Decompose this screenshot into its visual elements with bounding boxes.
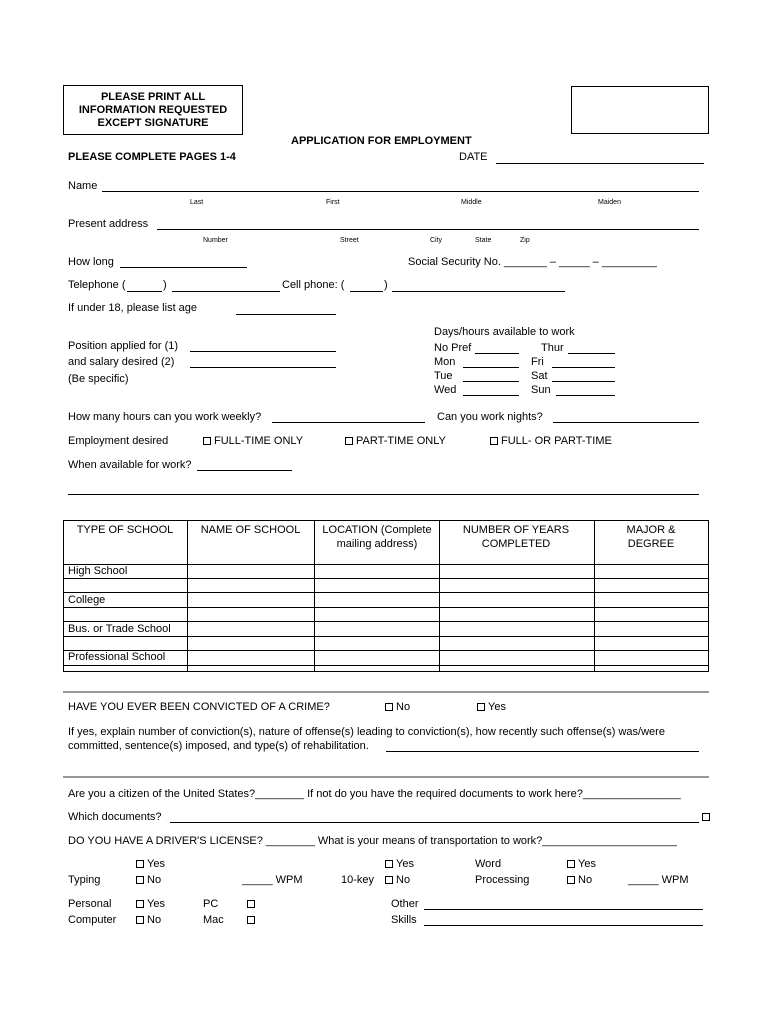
row-high-school: High School	[68, 565, 128, 577]
day-mon-field[interactable]	[463, 367, 519, 368]
address-field[interactable]	[157, 229, 699, 230]
checkbox-icon[interactable]	[136, 900, 144, 908]
other-skills-field-1[interactable]	[424, 909, 703, 910]
day-tue-field[interactable]	[463, 381, 519, 382]
ssn-label[interactable]: Social Security No. _______ – _____ – _________	[408, 256, 657, 268]
day-fri-field[interactable]	[552, 367, 615, 368]
under18-label: If under 18, please list age	[68, 302, 198, 314]
cell-area-field[interactable]	[350, 291, 383, 292]
crime-yes-label: Yes	[488, 701, 506, 713]
other-skills-label-2: Skills	[391, 914, 417, 926]
tenkey-no-option[interactable]	[385, 874, 410, 887]
telephone-label: Telephone (	[68, 279, 126, 291]
nights-label: Can you work nights?	[437, 411, 543, 423]
print-notice-line-1: PLEASE PRINT ALL	[100, 91, 206, 103]
wp-no-option[interactable]	[567, 874, 592, 887]
cell-phone-label: Cell phone: (	[282, 279, 345, 291]
checkbox-icon[interactable]	[477, 703, 485, 711]
typing-wpm-field[interactable]: _____ WPM	[242, 874, 303, 886]
checkbox-icon[interactable]	[385, 876, 393, 884]
wp-no-label: No	[578, 874, 593, 886]
which-documents-label: Which documents?	[68, 811, 162, 823]
day-wed: Wed	[434, 384, 457, 396]
row-trade-school: Bus. or Trade School	[68, 623, 171, 635]
page-title: APPLICATION FOR EMPLOYMENT	[291, 135, 472, 147]
wp-yes-option[interactable]	[567, 858, 596, 871]
address-part-zip: Zip	[520, 237, 530, 244]
checkbox-icon[interactable]	[345, 437, 353, 445]
day-fri: Fri	[531, 356, 544, 368]
crime-no-label: No	[396, 701, 411, 713]
address-label: Present address	[68, 218, 149, 230]
address-part-number: Number	[203, 237, 228, 244]
computer-no-option[interactable]	[136, 914, 161, 927]
section-divider	[63, 691, 709, 693]
option-full-time-label: FULL-TIME ONLY	[214, 435, 304, 447]
which-documents-field[interactable]	[170, 822, 699, 823]
header-location: LOCATION (Complete mailing address)	[322, 524, 432, 550]
hours-weekly-field[interactable]	[272, 422, 425, 423]
cell-close-paren: )	[384, 279, 388, 291]
name-part-middle: Middle	[461, 199, 482, 206]
checkbox-icon[interactable]	[136, 876, 144, 884]
day-sun-field[interactable]	[556, 395, 615, 396]
print-notice-line-3: EXCEPT SIGNATURE	[97, 117, 209, 129]
crime-explain-line-2: committed, sentence(s) imposed, and type(s) of rehabilitation.	[68, 740, 369, 752]
checkbox-icon[interactable]	[136, 916, 144, 924]
crime-no-option[interactable]	[385, 701, 410, 714]
print-notice-line-2: INFORMATION REQUESTED	[78, 104, 228, 116]
header-type-of-school: TYPE OF SCHOOL	[76, 524, 174, 536]
when-available-label: When available for work?	[68, 459, 192, 471]
table-row-divider	[63, 636, 709, 637]
position-line-1: Position applied for (1)	[68, 340, 179, 352]
name-field[interactable]	[102, 191, 699, 192]
personal-computer-label-1: Personal	[68, 898, 112, 910]
tenkey-yes-option[interactable]	[385, 858, 414, 871]
tenkey-no-label: No	[396, 874, 411, 886]
computer-no-label: No	[147, 914, 162, 926]
day-thur-field[interactable]	[568, 353, 615, 354]
day-sat: Sat	[531, 370, 548, 382]
table-row-divider	[63, 665, 709, 666]
other-skills-label-1: Other	[391, 898, 419, 910]
crime-explain-line-1: If yes, explain number of conviction(s), nature of offense(s) leading to conviction(s), how recently such offense(s) was/were	[68, 726, 665, 738]
personal-computer-label-2: Computer	[68, 914, 117, 926]
days-available-title: Days/hours available to work	[434, 326, 575, 338]
table-row-divider	[63, 621, 709, 622]
telephone-number-field[interactable]	[172, 291, 280, 292]
checkbox-icon[interactable]	[136, 860, 144, 868]
typing-yes-label: Yes	[147, 858, 165, 870]
drivers-license-question[interactable]: DO YOU HAVE A DRIVER'S LICENSE? ________ What is your means of transportation to work?______________________	[68, 835, 677, 847]
extra-line-field[interactable]	[68, 494, 699, 495]
header-name-of-school: NAME OF SCHOOL	[200, 524, 301, 536]
day-sat-field[interactable]	[552, 381, 615, 382]
table-row-divider	[63, 592, 709, 593]
checkbox-icon[interactable]	[203, 437, 211, 445]
nights-field[interactable]	[553, 422, 699, 423]
computer-yes-option[interactable]	[136, 898, 165, 911]
typing-yes-option[interactable]	[136, 858, 165, 871]
date-label: DATE	[459, 151, 488, 163]
section-divider	[63, 776, 709, 778]
checkbox-icon[interactable]	[567, 860, 575, 868]
how-long-field[interactable]	[120, 267, 247, 268]
tenkey-label: 10-key	[341, 874, 375, 886]
header-major-degree: MAJOR & DEGREE	[626, 524, 676, 550]
day-mon: Mon	[434, 356, 456, 368]
employment-desired-label: Employment desired	[68, 435, 169, 447]
name-part-last: Last	[190, 199, 204, 206]
tenkey-yes-label: Yes	[396, 858, 414, 870]
word-processing-label-1: Word	[475, 858, 502, 870]
hours-weekly-label: How many hours can you work weekly?	[68, 411, 262, 423]
under18-age-field[interactable]	[236, 314, 336, 315]
table-row-divider	[63, 607, 709, 608]
how-long-label: How long	[68, 256, 114, 268]
pc-label: PC	[203, 898, 219, 910]
row-professional-school: Professional School	[68, 651, 166, 663]
option-full-or-part[interactable]	[490, 435, 612, 448]
name-part-maiden: Maiden	[598, 199, 621, 206]
mac-label: Mac	[203, 914, 224, 926]
address-part-city: City	[430, 237, 443, 244]
position-line-3: (Be specific)	[68, 373, 129, 385]
crime-explain-field[interactable]	[386, 751, 699, 752]
word-processing-label-2: Processing	[475, 874, 530, 886]
row-college: College	[68, 594, 106, 606]
option-full-or-part-label: FULL- OR PART-TIME	[501, 435, 612, 447]
telephone-close-paren: )	[163, 279, 167, 291]
header-years-completed: NUMBER OF YEARS COMPLETED	[462, 524, 570, 550]
wp-wpm-field[interactable]: _____ WPM	[628, 874, 689, 886]
computer-yes-label: Yes	[147, 898, 165, 910]
position-field-2[interactable]	[190, 367, 336, 368]
name-label: Name	[68, 180, 98, 192]
complete-pages-note: PLEASE COMPLETE PAGES 1-4	[68, 151, 236, 163]
option-part-time-label: PART-TIME ONLY	[356, 435, 446, 447]
wp-yes-label: Yes	[578, 858, 596, 870]
position-field-1[interactable]	[190, 351, 336, 352]
telephone-area-field[interactable]	[127, 291, 162, 292]
checkbox-icon[interactable]	[385, 860, 393, 868]
typing-label: Typing	[68, 874, 101, 886]
typing-no-option[interactable]	[136, 874, 161, 887]
checkbox-icon[interactable]	[490, 437, 498, 445]
pc-checkbox-icon[interactable]	[247, 900, 255, 908]
other-skills-field-2[interactable]	[424, 925, 703, 926]
crime-question: HAVE YOU EVER BEEN CONVICTED OF A CRIME?	[68, 701, 330, 713]
date-field[interactable]	[496, 163, 704, 164]
day-wed-field[interactable]	[463, 395, 519, 396]
address-part-street: Street	[340, 237, 359, 244]
when-available-field[interactable]	[197, 470, 292, 471]
table-row-divider	[63, 564, 709, 565]
table-row-divider	[63, 578, 709, 579]
day-no-pref: No Pref	[434, 342, 472, 354]
day-thur: Thur	[541, 342, 564, 354]
address-part-state: State	[475, 237, 492, 244]
checkbox-icon[interactable]	[702, 813, 710, 821]
day-no-pref-field[interactable]	[475, 353, 519, 354]
typing-no-label: No	[147, 874, 162, 886]
crime-yes-option[interactable]	[477, 701, 506, 714]
name-part-first: First	[326, 199, 340, 206]
checkbox-icon[interactable]	[385, 703, 393, 711]
position-line-2: and salary desired (2)	[68, 356, 175, 368]
day-tue: Tue	[434, 370, 453, 382]
cell-number-field[interactable]	[392, 291, 565, 292]
day-sun: Sun	[531, 384, 551, 396]
mac-checkbox-icon[interactable]	[247, 916, 255, 924]
option-part-time[interactable]	[345, 435, 446, 448]
photo-box	[571, 86, 709, 134]
checkbox-icon[interactable]	[567, 876, 575, 884]
citizen-question[interactable]: Are you a citizen of the United States?________ If not do you have the required documents to work here?________________	[68, 788, 681, 800]
option-full-time[interactable]	[203, 435, 303, 448]
